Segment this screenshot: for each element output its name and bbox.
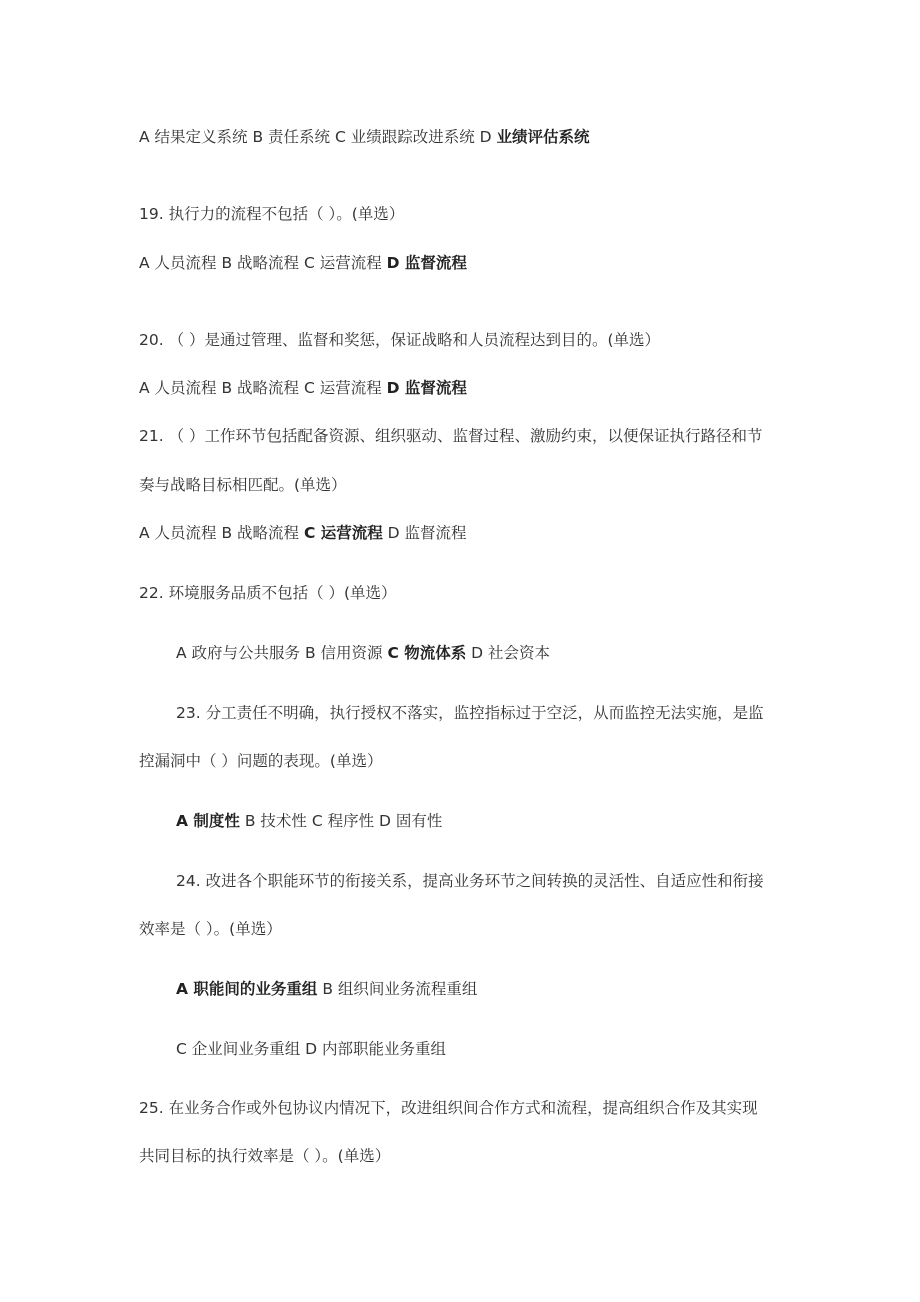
q21-options-tail: D 监督流程: [382, 524, 467, 542]
q21-question-line1: [139, 425, 763, 447]
q24-question-text-1: 24. 改进各个职能环节的衔接关系，提高业务环节之间转换的灵活性、自适应性和衔接: [176, 872, 764, 890]
q25-question-text-1: 25. 在业务合作或外包协议内情况下，改进组织间合作方式和流程，提高组织合作及其实现: [139, 1099, 758, 1117]
q22-answer: C 物流体系: [387, 644, 467, 662]
q24-question-text-2: 效率是（ ）。(单选）: [139, 920, 282, 938]
q25-question-line1: [139, 1097, 758, 1119]
q24-question-line2: [139, 918, 282, 940]
q23-options-text: B 技术性 C 程序性 D 固有性: [239, 812, 443, 830]
q22-options-text: A 政府与公共服务 B 信用资源: [176, 644, 388, 662]
q19-answer: D 监督流程: [386, 254, 467, 272]
q23-question-line2: [139, 750, 382, 772]
q22-options-tail: D 社会资本: [466, 644, 551, 662]
q22-question: [139, 582, 397, 604]
q19-options-text: A 人员流程 B 战略流程 C 运营流程: [139, 254, 387, 272]
q22-question-text: 22. 环境服务品质不包括（ ）(单选）: [139, 584, 397, 602]
q22-options: [176, 642, 550, 664]
q25-question-text-2: 共同目标的执行效率是（ ）。(单选）: [139, 1147, 391, 1165]
q21-answer: C 运营流程: [303, 524, 383, 542]
q21-question-text-1: 21. （ ）工作环节包括配备资源、组织驱动、监督过程、激励约束，以便保证执行路径和节: [139, 427, 763, 445]
q23-options: [176, 810, 442, 832]
q18-options-text: A 结果定义系统 B 责任系统 C 业绩跟踪改进系统 D: [139, 128, 497, 146]
q19-options: [139, 252, 467, 274]
q24-options-text-1: B 组织间业务流程重组: [317, 980, 478, 998]
q21-question-text-2: 奏与战略目标相匹配。(单选）: [139, 476, 347, 494]
q24-options-line2: [176, 1038, 446, 1060]
q20-answer: D 监督流程: [386, 379, 467, 397]
q20-question: [139, 329, 660, 351]
q24-options-text-2: C 企业间业务重组 D 内部职能业务重组: [176, 1040, 447, 1058]
q23-question-text-2: 控漏洞中（ ）问题的表现。(单选）: [139, 752, 383, 770]
q18-answer: 业绩评估系统: [496, 128, 590, 146]
q19-question-text: 19. 执行力的流程不包括（ ）。(单选）: [139, 205, 405, 223]
q20-options: [139, 377, 467, 399]
q23-answer: A 制度性: [176, 812, 240, 830]
q21-options-text: A 人员流程 B 战略流程: [139, 524, 304, 542]
q24-options-line1: [176, 978, 477, 1000]
q23-question-line1: [176, 702, 764, 724]
q21-question-line2: [139, 474, 347, 496]
q20-question-text: 20. （ ）是通过管理、监督和奖惩，保证战略和人员流程达到目的。(单选）: [139, 331, 661, 349]
q25-question-line2: [139, 1145, 390, 1167]
q20-options-text: A 人员流程 B 战略流程 C 运营流程: [139, 379, 387, 397]
q19-question: [139, 203, 404, 225]
q23-question-text-1: 23. 分工责任不明确，执行授权不落实，监控指标过于空泛，从而监控无法实施，是监: [176, 704, 764, 722]
q24-answer: A 职能间的业务重组: [176, 980, 318, 998]
q21-options: [139, 522, 467, 544]
q18-options: [139, 126, 590, 148]
q24-question-line1: [176, 870, 764, 892]
